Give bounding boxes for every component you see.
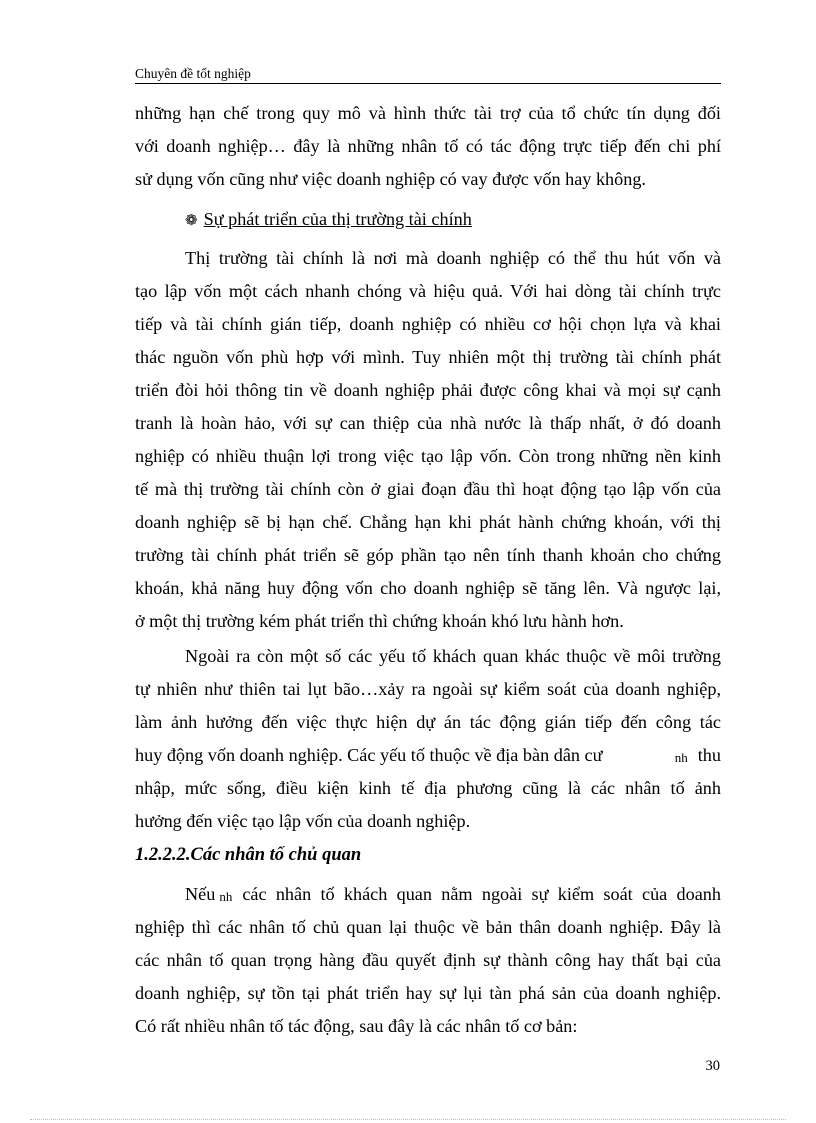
line-segment: Nếu bbox=[185, 884, 216, 904]
subsection-heading-text: Sự phát triển của thị trường tài chính bbox=[203, 209, 472, 229]
subsection-heading bbox=[185, 203, 472, 235]
body-text-line: với doanh nghiệp… đây là những nhân tố có tác động trực tiếp đến chi phí bbox=[135, 136, 721, 156]
body-text-line: doanh nghiệp sẽ bị hạn chế. Chẳng hạn khi phát hành chứng khoán, với thị bbox=[135, 512, 721, 532]
body-text-line: tranh là hoàn hảo, với sự can thiệp của nhà nước là thấp nhất, ở đó doanh bbox=[135, 413, 721, 433]
page-header: Chuyên đề tốt nghiệp bbox=[135, 66, 721, 84]
body-text-line: khoán, khả năng huy động vốn cho doanh nghiệp sẽ tăng lên. Và ngược lại, bbox=[135, 578, 721, 598]
line-segment: thu bbox=[697, 745, 721, 765]
flower-bullet-icon: ❁ bbox=[185, 213, 198, 229]
abbreviation-nh: nh bbox=[219, 889, 233, 904]
body-text-line: nhập, mức sống, điều kiện kinh tế địa phương cũng là các nhân tố ảnh bbox=[135, 778, 721, 798]
body-text-line: tế mà thị trường tài chính còn ở giai đoạn đầu thì hoạt động tạo lập vốn của bbox=[135, 479, 721, 499]
body-text-line: các nhân tố quan trọng hàng đầu quyết định sự thành công hay thất bại của bbox=[135, 950, 721, 970]
body-text-line: những hạn chế trong quy mô và hình thức tài trợ của tổ chức tín dụng đối bbox=[135, 103, 721, 123]
body-text-line: tạo lập vốn một cách nhanh chóng và hiệu quả. Với hai dòng tài chính trực bbox=[135, 281, 721, 301]
body-text-line: triển đòi hỏi thông tin về doanh nghiệp phải được công khai và mọi sự cạnh bbox=[135, 380, 721, 400]
page-bottom-border bbox=[30, 1119, 786, 1120]
line-segment: các nhân tố khách quan nằm ngoài sự kiểm soát của doanh bbox=[242, 884, 721, 904]
body-text-line: ở một thị trường kém phát triển thì chứng khoán khó lưu hành hơn. bbox=[135, 611, 624, 631]
body-text-line bbox=[135, 739, 721, 771]
body-text-line: tự nhiên như thiên tai lụt bão…xảy ra ngoài sự kiểm soát của doanh nghiệp, bbox=[135, 679, 721, 699]
body-text-line: trường tài chính phát triển sẽ góp phần tạo nên tính thanh khoản cho chứng bbox=[135, 545, 721, 565]
body-text-line: nghiệp có nhiều thuận lợi trong việc tạo lập vốn. Còn trong những nền kinh bbox=[135, 446, 721, 466]
section-heading: 1.2.2.2.Các nhân tố chủ quan bbox=[135, 845, 362, 865]
page-number: 30 bbox=[705, 1058, 720, 1074]
body-text-line: tiếp và tài chính gián tiếp, doanh nghiệp có nhiều cơ hội chọn lựa và khai bbox=[135, 314, 721, 334]
abbreviation-nh: nh bbox=[674, 750, 688, 765]
body-text-line: thác nguồn vốn phù hợp với mình. Tuy nhiên một thị trường tài chính phát bbox=[135, 347, 721, 367]
body-text-line: làm ảnh hưởng đến việc thực hiện dự án tác động gián tiếp đến công tác bbox=[135, 712, 721, 732]
body-text-line: nghiệp thì các nhân tố chủ quan lại thuộc về bản thân doanh nghiệp. Đây là bbox=[135, 917, 721, 937]
body-text-line: hưởng đến việc tạo lập vốn của doanh nghiệp. bbox=[135, 811, 471, 831]
body-text-line: Có rất nhiều nhân tố tác động, sau đây là các nhân tố cơ bản: bbox=[135, 1016, 578, 1036]
body-text-line: sử dụng vốn cũng như việc doanh nghiệp có vay được vốn hay không. bbox=[135, 169, 646, 189]
body-text-line: Ngoài ra còn một số các yếu tố khách quan khác thuộc về môi trường bbox=[185, 646, 721, 666]
body-text-line: doanh nghiệp, sự tồn tại phát triển hay sự lụi tàn phá sản của doanh nghiệp. bbox=[135, 983, 721, 1003]
body-text-line bbox=[185, 878, 721, 910]
line-segment: huy động vốn doanh nghiệp. Các yếu tố thuộc về địa bàn dân cư bbox=[135, 745, 603, 765]
body-text-line: Thị trường tài chính là nơi mà doanh nghiệp có thể thu hút vốn và bbox=[185, 248, 721, 268]
